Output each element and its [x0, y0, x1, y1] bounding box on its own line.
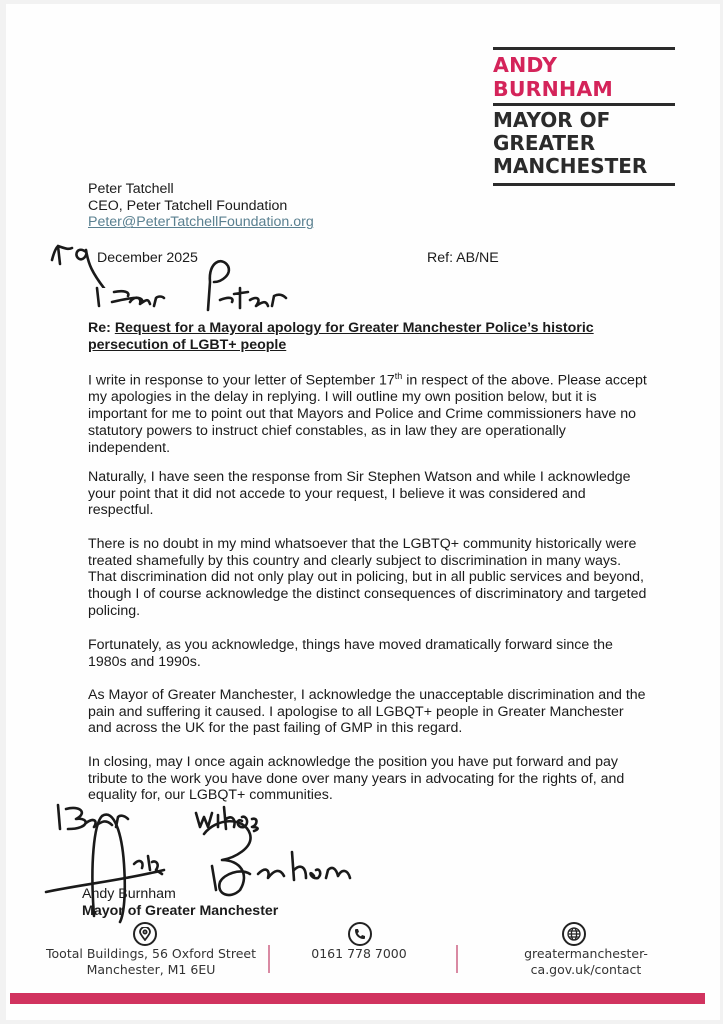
body-p1-text: I write in response to your letter of September 17	[88, 372, 395, 389]
body-paragraph-1	[88, 368, 648, 456]
letter-page	[6, 4, 720, 1020]
footer-website-link[interactable]: greatermanchester-ca.gov.uk/contact	[524, 946, 648, 977]
letterhead-logo	[493, 47, 675, 186]
recipient-role: CEO, Peter Tatchell Foundation	[88, 197, 288, 214]
footer-brand-bar	[10, 993, 705, 1004]
logo-middle-rule	[493, 103, 675, 106]
reference-number: Ref: AB/NE	[427, 250, 499, 266]
globe-icon	[562, 922, 586, 946]
letter-subject	[88, 320, 628, 353]
signatory-title: Mayor of Greater Manchester	[82, 903, 279, 919]
signatory-name: Andy Burnham	[82, 886, 176, 902]
recipient-name: Peter Tatchell	[88, 181, 174, 197]
letterhead-title-line-3: MANCHESTER	[493, 154, 648, 178]
footer-address-line-1: Tootal Buildings, 56 Oxford Street	[46, 946, 256, 961]
recipient-email-link[interactable]: Peter@PeterTatchellFoundation.org	[88, 214, 314, 231]
footer-divider-2	[456, 945, 458, 973]
subject-line: Request for a Mayoral apology for Greater Manchester Police’s historic persecution of LGBT+ people	[88, 320, 594, 353]
footer-address	[46, 946, 256, 978]
footer-phone[interactable]: 0161 778 7000	[311, 946, 407, 961]
footer-address-line-2: Manchester, M1 6EU	[86, 962, 216, 977]
ordinal-suffix: th	[394, 371, 403, 381]
letterhead-title-line-2: GREATER	[493, 131, 596, 155]
body-paragraph-5: As Mayor of Greater Manchester, I acknowledge the unacceptable discrimination and the pain and suffering it caused. I apologise to all LGBQT+ people in Greater Manchester and across the UK for the past failing of GMP in this regard.	[88, 687, 646, 737]
handwritten-closing	[46, 799, 266, 839]
letterhead-title-line-1: MAYOR OF	[493, 108, 611, 132]
recipient-block	[88, 181, 314, 231]
logo-top-rule	[493, 47, 675, 50]
body-paragraph-2: Naturally, I have seen the response from Sir Stephen Watson and while I acknowledge your point that it did not accede to your request, I believe it was considered and respectful.	[88, 469, 631, 519]
letter-date: December 2025	[97, 250, 198, 266]
footer-divider-1	[268, 945, 270, 973]
phone-icon	[348, 922, 372, 946]
body-paragraph-3: There is no doubt in my mind whatsoever that the LGBTQ+ community historically were treated shamefully by this country and clearly subject to discrimination in many ways. That discrimination did not only play out in policing, but in all public services and beyond, though I of course acknowledge the distinct consequences of discriminatory and targeted policing.	[88, 536, 647, 619]
body-p1-text-cont: in respect of the above. Please accept my apologies in the delay in replying. I will outline my own position below, but it is important for me to point out that Mayors and Police and Crime commissioners have no statutory powers to instruct chief constables, as in law they are operationally independent.	[88, 372, 647, 456]
subject-prefix: Re:	[88, 320, 115, 336]
body-paragraph-6: In closing, may I once again acknowledge the position you have put forward and pay tribute to the work you have done over many years in advocating for the rights of, and equality for, our LGBQT+ communities.	[88, 754, 625, 804]
logo-bottom-rule	[493, 183, 675, 186]
location-pin-icon	[133, 922, 157, 946]
letterhead-name: ANDY BURNHAM	[493, 53, 614, 101]
body-paragraph-4: Fortunately, as you acknowledge, things have moved dramatically forward since the 1980s and 1990s.	[88, 637, 613, 670]
